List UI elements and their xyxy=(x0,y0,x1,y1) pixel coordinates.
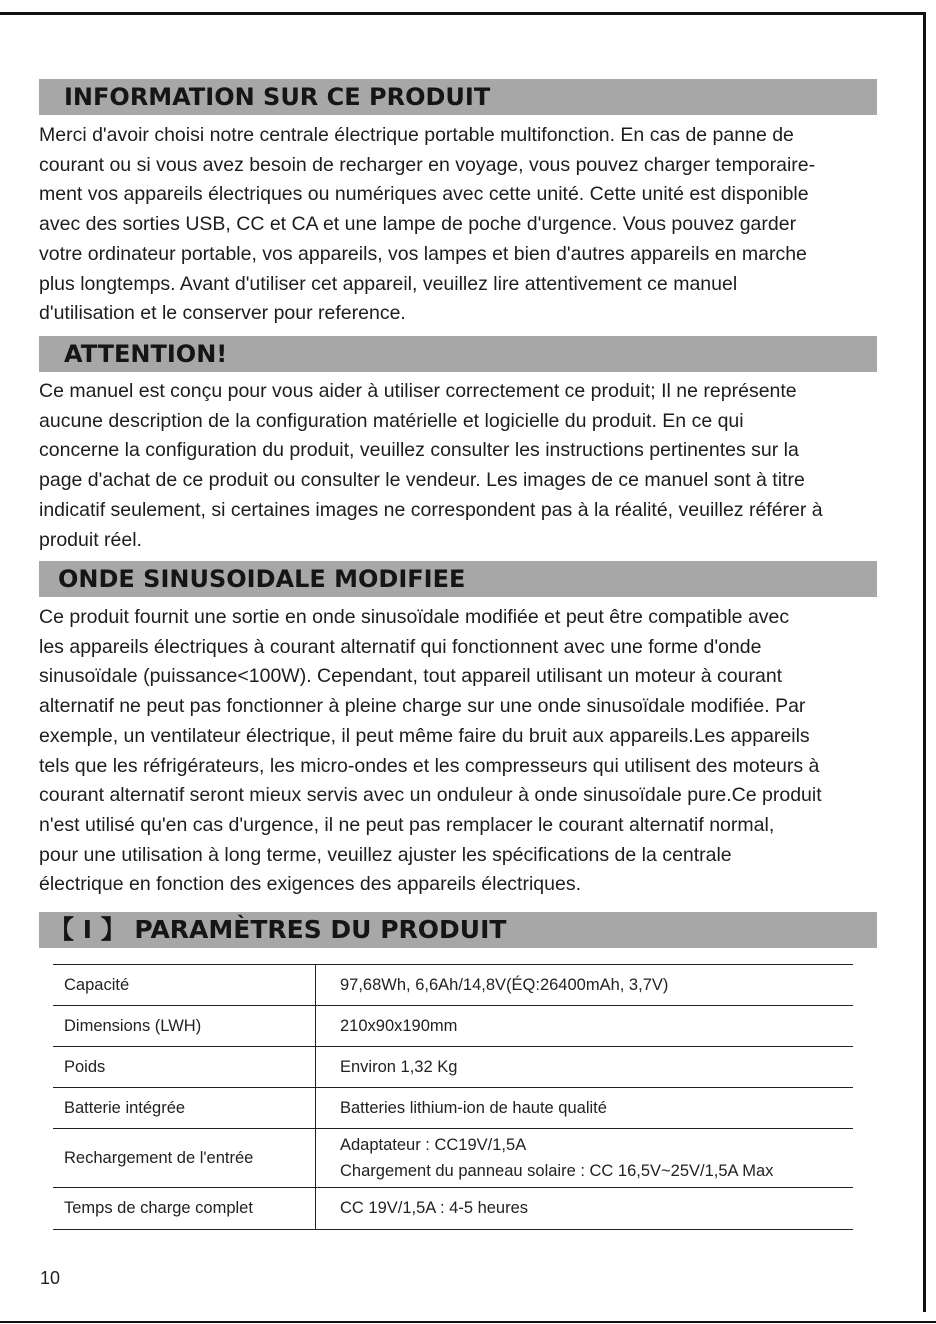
paragraph-line: ment vos appareils électriques ou numériques avec cette unité. Cette unité est disponible xyxy=(39,183,809,206)
paragraph-line: votre ordinateur portable, vos appareils, vos lampes et bien d'autres appareils en marche xyxy=(39,242,807,265)
param-label: Poids xyxy=(53,1047,316,1088)
table-row xyxy=(53,1129,853,1188)
section-body-attention xyxy=(39,377,884,555)
param-value: Batteries lithium-ion de haute qualité xyxy=(316,1088,854,1129)
section-heading-information: INFORMATION SUR CE PRODUIT xyxy=(39,79,877,115)
param-value: 210x90x190mm xyxy=(316,1006,854,1047)
paragraph-line: produit réel. xyxy=(39,528,142,551)
paragraph-line: alternatif ne peut pas fonctionner à pleine charge sur une onde sinusoïdale modifiée. Par xyxy=(39,695,806,718)
param-value: 97,68Wh, 6,6Ah/14,8V(ÉQ:26400mAh, 3,7V) xyxy=(316,965,854,1006)
table-row xyxy=(53,1188,853,1230)
param-value-line: Adaptateur : CC19V/1,5A xyxy=(340,1136,527,1154)
paragraph-line: courant ou si vous avez besoin de recharger en voyage, vous pouvez charger temporaire- xyxy=(39,153,816,176)
paragraph-line: pour une utilisation à long terme, veuillez ajuster les spécifications de la centrale xyxy=(39,843,732,866)
page-number: 10 xyxy=(40,1268,61,1288)
table-row xyxy=(53,965,853,1006)
params-table xyxy=(53,964,853,1230)
paragraph-line: avec des sorties USB, CC et CA et une lampe de poche d'urgence. Vous pouvez garder xyxy=(39,213,797,236)
param-label: Capacité xyxy=(53,965,316,1006)
section-body-onde xyxy=(39,603,884,900)
page-border-top xyxy=(0,12,926,15)
paragraph-line: indicatif seulement, si certaines images ne correspondent pas à la réalité, veuillez référer à xyxy=(39,498,823,521)
page-border-bottom xyxy=(0,1321,936,1323)
paragraph-line: courant alternatif seront mieux servis avec un onduleur à onde sinusoïdale pure.Ce produit xyxy=(39,784,822,807)
paragraph-line: aucune description de la configuration matérielle et logicielle du produit. En ce qui xyxy=(39,409,744,432)
paragraph-line: Ce produit fournit une sortie en onde sinusoïdale modifiée et peut être compatible avec xyxy=(39,606,790,628)
paragraph-line: sinusoïdale (puissance<100W). Cependant, tout appareil utilisant un moteur à courant xyxy=(39,665,783,688)
param-label: Temps de charge complet xyxy=(53,1188,316,1230)
paragraph-line: les appareils électriques à courant alternatif qui fonctionnent avec une forme d'onde xyxy=(39,635,762,658)
paragraph-line: Merci d'avoir choisi notre centrale électrique portable multifonction. En cas de panne de xyxy=(39,124,794,146)
paragraph-line: n'est utilisé qu'en cas d'urgence, il ne peut pas remplacer le courant alternatif normal, xyxy=(39,813,775,836)
param-label: Rechargement de l'entrée xyxy=(53,1129,316,1188)
param-value: Environ 1,32 Kg xyxy=(316,1047,854,1088)
section-heading-attention: ATTENTION! xyxy=(39,336,877,372)
param-value xyxy=(316,1129,854,1188)
section-body-information xyxy=(39,121,884,329)
paragraph-line: plus longtemps. Avant d'utiliser cet appareil, veuillez lire attentivement ce manuel xyxy=(39,272,738,295)
param-label: Batterie intégrée xyxy=(53,1088,316,1129)
param-value-line: Chargement du panneau solaire : CC 16,5V~25V/1,5A Max xyxy=(340,1162,774,1180)
param-value: CC 19V/1,5A : 4-5 heures xyxy=(316,1188,854,1230)
section-heading-parametres: 【 I 】 PARAMÈTRES DU PRODUIT xyxy=(39,912,877,948)
page-border-right xyxy=(923,12,926,1312)
paragraph-line: page d'achat de ce produit ou consulter le vendeur. Les images de ce manuel sont à titre xyxy=(39,469,805,492)
paragraph-line: tels que les réfrigérateurs, les micro-ondes et les compresseurs qui utilisent des moteurs à xyxy=(39,754,820,777)
table-row xyxy=(53,1047,853,1088)
paragraph-line: Ce manuel est conçu pour vous aider à utiliser correctement ce produit; Il ne représente xyxy=(39,380,797,402)
paragraph-line: électrique en fonction des exigences des appareils électriques. xyxy=(39,873,582,896)
table-row xyxy=(53,1006,853,1047)
table-row xyxy=(53,1088,853,1129)
param-label: Dimensions (LWH) xyxy=(53,1006,316,1047)
section-heading-onde: ONDE SINUSOIDALE MODIFIEE xyxy=(39,561,877,597)
paragraph-line: d'utilisation et le conserver pour reference. xyxy=(39,302,406,325)
paragraph-line: concerne la configuration du produit, veuillez consulter les instructions pertinentes sur la xyxy=(39,439,799,462)
paragraph-line: exemple, un ventilateur électrique, il peut même faire du bruit aux appareils.Les appareils xyxy=(39,724,810,747)
